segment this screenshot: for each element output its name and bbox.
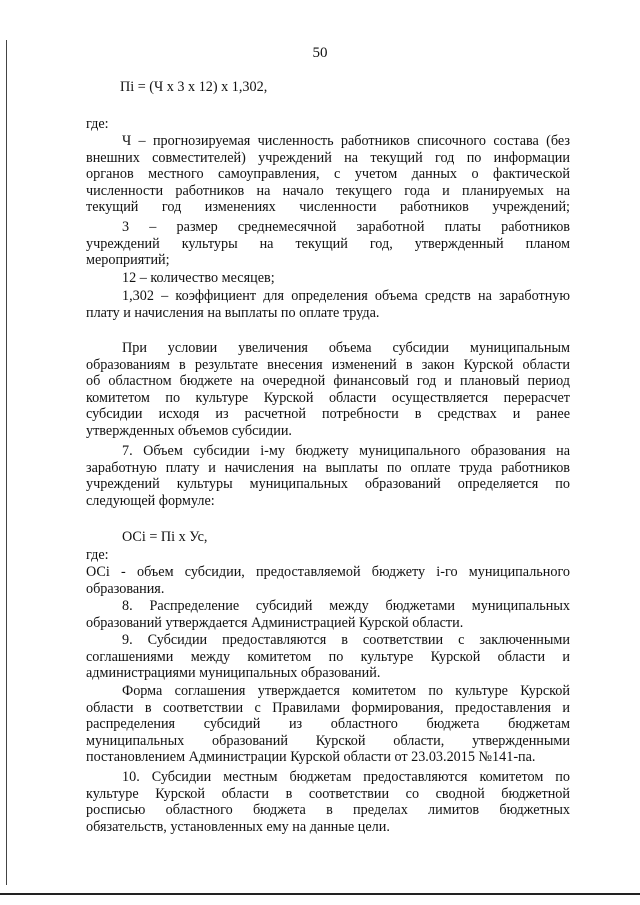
paragraph-8	[86, 598, 570, 631]
text-line: Форма соглашения утверждается комитетом по культуре Курской	[122, 683, 570, 699]
text-line: об областном бюджете на очередной финансовый год и плановый период	[86, 373, 570, 389]
text-line: области в соответствии с Правилами формирования, предоставления и	[86, 699, 570, 716]
text-line: 1,302 – коэффициент для определения объема средств на заработную	[122, 288, 570, 304]
text-line: заработную плату и начисления на выплаты по оплате труда работников	[86, 459, 570, 476]
definition-12: 12 – количество месяцев;	[122, 270, 275, 286]
text-line: образований утверждается Администрацией Курской области.	[86, 614, 464, 631]
paragraph-10	[86, 769, 570, 835]
paragraph-9	[86, 632, 570, 682]
text-line: 8. Распределение субсидий между бюджетами муниципальных	[122, 598, 570, 614]
text-line: комитетом по культуре Курской области осуществляется перерасчет	[86, 389, 570, 406]
page-number: 50	[312, 45, 328, 61]
text-line: 9. Субсидии предоставляются в соответствии с заключенными	[122, 632, 570, 648]
text-line: росписью областного бюджета в пределах лимитов бюджетных	[86, 802, 570, 818]
formula-salary: Пi = (Ч х 3 х 12) х 1,302,	[120, 79, 268, 95]
where-label-1: где:	[86, 116, 109, 132]
paragraph-agreement-form	[86, 683, 570, 766]
text-line: При условии увеличения объема субсидии муниципальным	[122, 340, 570, 356]
text-line: Ч – прогнозируемая численность работников списочного состава (без	[122, 133, 570, 149]
text-line: 10. Субсидии местным бюджетам предоставляются комитетом по	[122, 769, 570, 785]
text-line: культуре Курской области в соответствии со сводной бюджетной	[86, 785, 570, 802]
text-line: субсидии исходя из расчетной потребности в средствах и ранее	[86, 406, 570, 422]
text-line: 7. Объем субсидии i-му бюджету муниципального образования на	[122, 443, 570, 459]
text-line: учреждений культуры муниципальных образований определяется по	[86, 476, 570, 492]
definition-osi	[86, 564, 570, 597]
text-line: муниципальных образований Курской области, утвержденными	[86, 732, 570, 749]
text-line: утвержденных объемов субсидии.	[86, 422, 292, 439]
text-line: соглашениями между комитетом по культуре Курской области и	[86, 648, 570, 665]
paragraph-7	[86, 443, 570, 509]
text-line: органов местного самоуправления, с учетом данных о фактической	[86, 166, 570, 182]
text-line: распределения субсидий из областного бюджета бюджетам	[86, 716, 570, 732]
text-line: следующей формуле:	[86, 492, 215, 509]
scan-edge-bottom	[0, 893, 640, 895]
definition-3	[86, 219, 570, 269]
text-line: 3 – размер среднемесячной заработной платы работников	[122, 219, 570, 235]
scan-edge-left	[6, 40, 7, 885]
text-line: образования.	[86, 580, 165, 597]
text-line: учреждений культуры на текущий год, утвержденный планом	[86, 235, 570, 252]
text-line: ОСi - объем субсидии, предоставляемой бюджету i-го муниципального	[86, 564, 570, 580]
where-label-2: где:	[86, 547, 109, 563]
definition-ch	[86, 133, 570, 216]
paragraph-subsidy-increase	[86, 340, 570, 439]
text-line: обязательств, установленных ему на данные цели.	[86, 818, 390, 835]
text-line: образованиям в результате внесения изменений в закон Курской области	[86, 356, 570, 373]
text-line: мероприятий;	[86, 252, 170, 268]
text-line: внешних совместителей) учреждений на текущий год по информации	[86, 149, 570, 166]
text-line: плату и начисления на выплаты по оплате труда.	[86, 304, 380, 321]
text-line: текущий год изменениях численности работников учреждений;	[86, 199, 570, 215]
text-line: администрациями муниципальных образований.	[86, 665, 381, 681]
definition-1302	[86, 288, 570, 321]
text-line: постановлением Администрации Курской области от 23.03.2015 №141-па.	[86, 749, 536, 765]
text-line: численности работников на начало текущего года и планируемых на	[86, 182, 570, 199]
formula-subsidy: ОСi = Пi х Ус,	[122, 529, 208, 545]
